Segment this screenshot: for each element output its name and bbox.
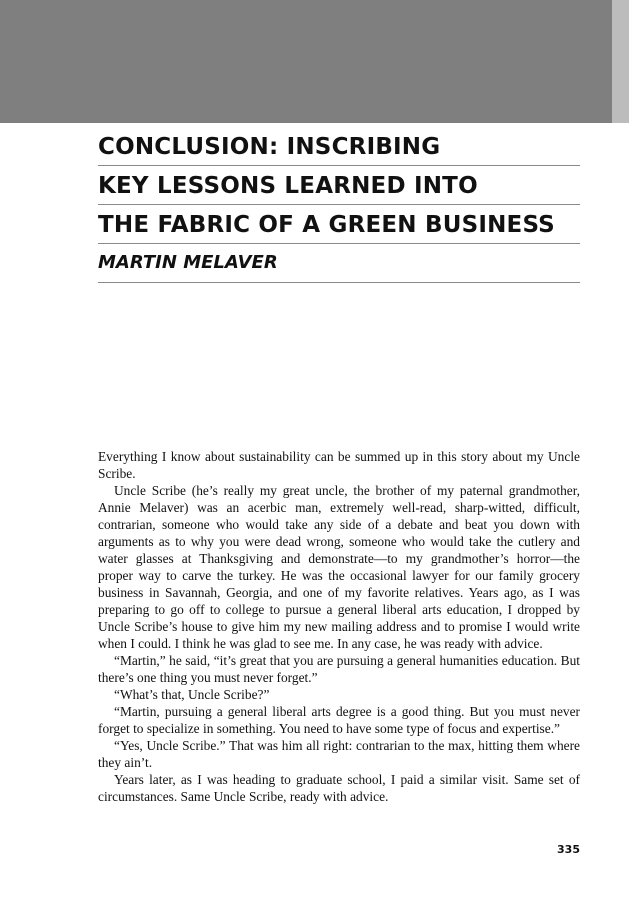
paragraph: “Yes, Uncle Scribe.” That was him all right: contrarian to the max, hitting them where they ain’t. (98, 738, 580, 770)
body-text (98, 448, 580, 805)
thumb-tab (612, 0, 629, 123)
chapter-author: MARTIN MELAVER (98, 250, 580, 283)
chapter-title-line-2: KEY LESSONS LEARNED INTO (98, 172, 580, 205)
paragraph: “Martin,” he said, “it’s great that you are pursuing a general humanities education. But there’s one thing you must never forget.” (98, 653, 580, 685)
paragraph: “What’s that, Uncle Scribe?” (114, 687, 270, 702)
chapter-title-line-3: THE FABRIC OF A GREEN BUSINESS (98, 211, 580, 244)
page-number: 335 (557, 843, 580, 856)
chapter-title-line-1: CONCLUSION: INSCRIBING (98, 133, 580, 166)
paragraph: Uncle Scribe (he’s really my great uncle, the brother of my paternal grandmother, Annie Melaver) was an acerbic man, extremely well-read, sharp-witted, difficult, contrarian, someone who would take any side of a debate and beat you down with arguments as to why you were dead wrong, someone who would take the cutlery and water glasses at Thanksgiving and demonstrate—to my grandmother’s horror—the proper way to carve the turkey. He was the occasional lawyer for our family grocery business in Savannah, Georgia, and one of my favorite relatives. Years ago, as I was preparing to go off to college to pursue a general liberal arts education, I dropped by Uncle Scribe’s house to give him my new mailing address and to promise I would write when I could. I think he was glad to see me. In any case, he was ready with advice. (98, 483, 580, 651)
paragraph: “Martin, pursuing a general liberal arts degree is a good thing. But you must never forget to specialize in something. You need to have some type of focus and expertise.” (98, 704, 580, 736)
header-band (0, 0, 612, 123)
paragraph: Everything I know about sustainability can be summed up in this story about my Uncle Scribe. (98, 449, 580, 481)
paragraph: Years later, as I was heading to graduate school, I paid a similar visit. Same set of circumstances. Same Uncle Scribe, ready with advice. (98, 772, 580, 804)
chapter-heading (98, 133, 580, 283)
